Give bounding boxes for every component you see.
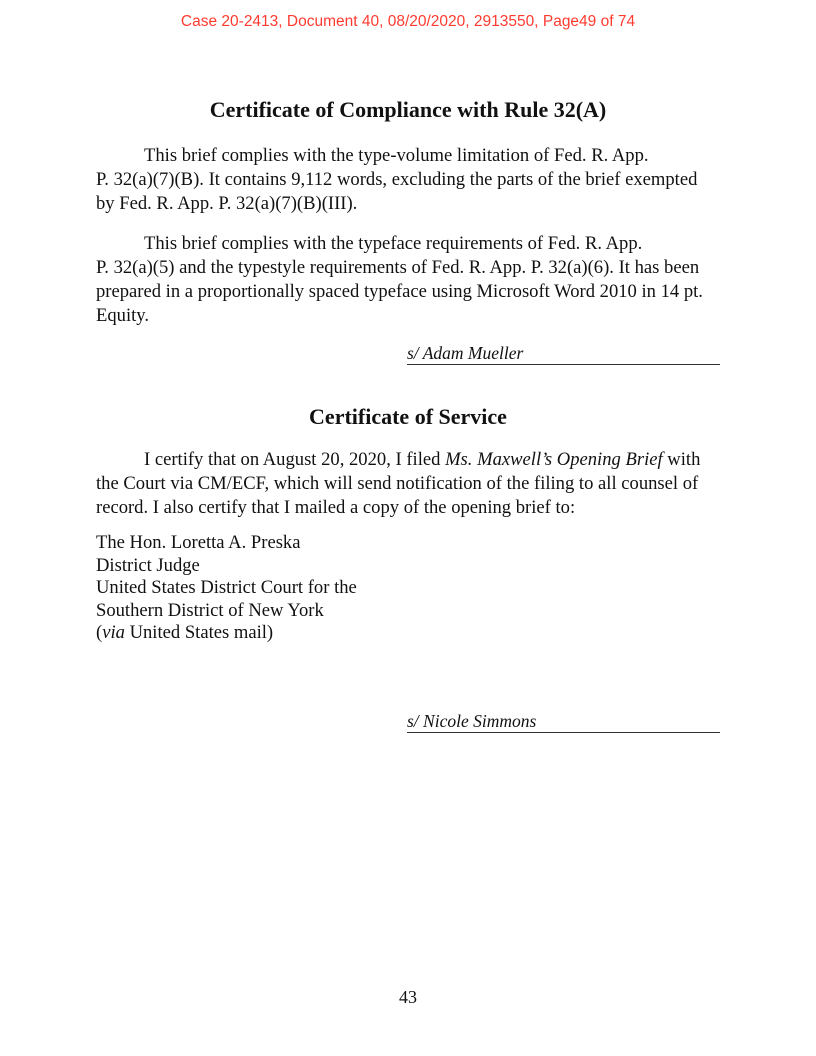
service-paragraph [96,448,720,520]
address-line-3: United States District Court for the [96,577,357,598]
compliance-paragraph-2-rest: P. 32(a)(5) and the typestyle requirements of Fed. R. App. P. 32(a)(6). It has been prepared in a proportionally spaced typeface using Microsoft Word 2010 in 14 pt. Equity. [96,257,703,326]
via-word: via [102,622,125,643]
brief-title: Ms. Maxwell’s Opening Brief [445,449,663,470]
case-header-stamp: Case 20-2413, Document 40, 08/20/2020, 2913550, Page49 of 74 [180,13,636,30]
compliance-paragraph-2-line1: This brief complies with the typeface requirements of Fed. R. App. [144,233,643,254]
service-paragraph-before: I certify that on August 20, 2020, I filed [144,449,446,470]
compliance-paragraph-1 [96,144,720,216]
compliance-paragraph-1-line1: This brief complies with the type-volume limitation of Fed. R. App. [144,145,649,166]
page-number: 43 [399,987,417,1007]
address-line-2: District Judge [96,554,200,576]
address-line-1: The Hon. Loretta A. Preska [96,532,301,553]
compliance-signature: s/ Adam Mueller [407,342,720,365]
compliance-heading: Certificate of Compliance with Rule 32(A) [209,97,607,122]
via-rest: United States mail) [124,622,274,643]
address-line-4: Southern District of New York [96,599,324,621]
service-heading: Certificate of Service [309,404,507,429]
mailing-address [96,532,357,645]
service-paragraph-after: with the Court via CM/ECF, which will send notification of the filing to all counsel of record. I also certify that I mailed a copy of the opening brief to: [96,449,701,518]
address-line-5 [96,622,357,645]
compliance-paragraph-1-rest: P. 32(a)(7)(B). It contains 9,112 words, excluding the parts of the brief exempted by Fed. R. App. P. 32(a)(7)(B)(III). [96,169,698,214]
service-signature: s/ Nicole Simmons [407,710,720,733]
compliance-paragraph-2 [96,232,720,328]
via-open-paren: ( [96,622,103,643]
